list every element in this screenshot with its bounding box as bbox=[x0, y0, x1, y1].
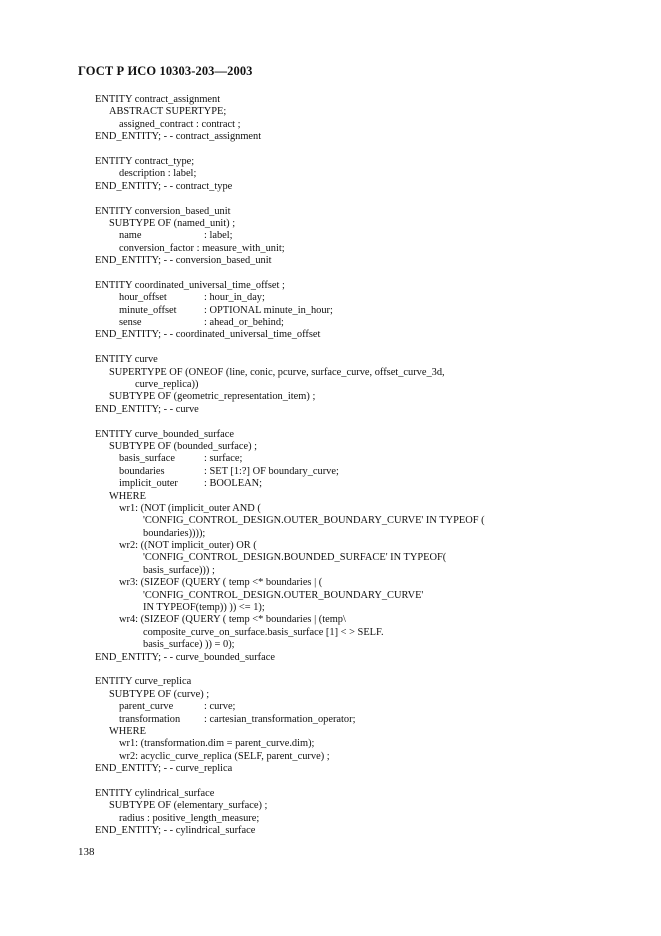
code-line-text: SUBTYPE OF (curve) ; bbox=[109, 688, 210, 700]
code-line-text: SUBTYPE OF (bounded_surface) ; bbox=[109, 440, 258, 452]
code-line-text: radius : positive_length_measure; bbox=[119, 812, 260, 824]
blank-line bbox=[95, 267, 615, 279]
code-line bbox=[95, 714, 615, 726]
code-line bbox=[95, 478, 615, 490]
code-line bbox=[95, 429, 615, 441]
code-line bbox=[95, 676, 615, 688]
code-line bbox=[95, 540, 615, 552]
code-line-text: sense bbox=[119, 317, 142, 329]
attribute-type: : OPTIONAL minute_in_hour; bbox=[204, 304, 333, 316]
code-line bbox=[95, 168, 615, 180]
code-line-text: 'CONFIG_CONTROL_DESIGN.OUTER_BOUNDARY_CURVE' IN TYPEOF ( bbox=[143, 515, 485, 527]
blank-line bbox=[95, 193, 615, 205]
code-line-text: END_ENTITY; - - contract_type bbox=[95, 180, 233, 192]
express-code-listing bbox=[95, 94, 615, 837]
code-line bbox=[95, 218, 615, 230]
code-line bbox=[95, 565, 615, 577]
code-line-text: ENTITY contract_assignment bbox=[95, 94, 221, 105]
attribute-type: : hour_in_day; bbox=[204, 292, 265, 304]
blank-line bbox=[95, 144, 615, 156]
code-line bbox=[95, 156, 615, 168]
code-line bbox=[95, 726, 615, 738]
blank-line bbox=[95, 416, 615, 428]
attribute-type: : ahead_or_behind; bbox=[204, 317, 284, 329]
code-line bbox=[95, 751, 615, 763]
code-line-text: ENTITY curve_replica bbox=[95, 676, 192, 688]
code-line bbox=[95, 515, 615, 527]
blank-line bbox=[95, 775, 615, 787]
code-line bbox=[95, 119, 615, 131]
blank-line bbox=[95, 664, 615, 676]
code-line bbox=[95, 391, 615, 403]
code-line-text: wr2: acyclic_curve_replica (SELF, parent_curve) ; bbox=[119, 750, 330, 762]
code-line bbox=[95, 788, 615, 800]
code-line-text: boundaries)))); bbox=[143, 527, 206, 539]
attribute-type: : label; bbox=[204, 230, 233, 242]
code-line bbox=[95, 317, 615, 329]
code-line bbox=[95, 627, 615, 639]
code-line-text: ABSTRACT SUPERTYPE; bbox=[109, 106, 227, 118]
code-line-text: WHERE bbox=[109, 725, 146, 737]
code-line-text: IN TYPEOF(temp)) )) <= 1); bbox=[143, 602, 265, 614]
page-number: 138 bbox=[78, 846, 95, 858]
code-line-text: SUBTYPE OF (named_unit) ; bbox=[109, 217, 236, 229]
code-line-text: conversion_factor : measure_with_unit; bbox=[119, 242, 285, 254]
code-line bbox=[95, 639, 615, 651]
code-line-text: basis_surface bbox=[119, 453, 175, 465]
code-line bbox=[95, 590, 615, 602]
code-line bbox=[95, 243, 615, 255]
code-line bbox=[95, 453, 615, 465]
code-line bbox=[95, 94, 615, 106]
code-line-text: parent_curve bbox=[119, 701, 174, 713]
code-line-text: ENTITY curve_bounded_surface bbox=[95, 428, 234, 440]
code-line-text: basis_surface) )) = 0); bbox=[143, 639, 235, 651]
code-line-text: SUBTYPE OF (geometric_representation_item) ; bbox=[109, 391, 316, 403]
code-line-text: END_ENTITY; - - curve bbox=[95, 403, 199, 415]
code-line-text: WHERE bbox=[109, 490, 146, 502]
code-line-text: SUPERTYPE OF (ONEOF (line, conic, pcurve, surface_curve, offset_curve_3d, bbox=[109, 366, 445, 378]
code-line bbox=[95, 738, 615, 750]
code-line bbox=[95, 825, 615, 837]
code-line bbox=[95, 491, 615, 503]
attribute-type: : SET [1:?] OF boundary_curve; bbox=[204, 465, 339, 477]
code-line bbox=[95, 652, 615, 664]
code-line-text: implicit_outer bbox=[119, 478, 178, 490]
code-line-text: ENTITY cylindrical_surface bbox=[95, 787, 215, 799]
code-line-text: wr1: (NOT (implicit_outer AND ( bbox=[119, 502, 261, 514]
document-header: ГОСТ Р ИСО 10303-203—2003 bbox=[78, 64, 253, 78]
code-line-text: wr3: (SIZEOF (QUERY ( temp <* boundaries | ( bbox=[119, 577, 323, 589]
code-line bbox=[95, 441, 615, 453]
code-line bbox=[95, 466, 615, 478]
attribute-type: : cartesian_transformation_operator; bbox=[204, 713, 356, 725]
code-line-text: composite_curve_on_surface.basis_surface [1] < > SELF. bbox=[143, 626, 384, 638]
code-line-text: ENTITY coordinated_universal_time_offset ; bbox=[95, 279, 285, 291]
code-line-text: 'CONFIG_CONTROL_DESIGN.BOUNDED_SURFACE' IN TYPEOF( bbox=[143, 552, 447, 564]
code-line bbox=[95, 379, 615, 391]
code-line-text: END_ENTITY; - - cylindrical_surface bbox=[95, 825, 256, 837]
code-line-text: 'CONFIG_CONTROL_DESIGN.OUTER_BOUNDARY_CURVE' bbox=[143, 589, 424, 601]
code-line-text: END_ENTITY; - - curve_bounded_surface bbox=[95, 651, 275, 663]
code-line bbox=[95, 404, 615, 416]
code-line bbox=[95, 602, 615, 614]
code-line-text: hour_offset bbox=[119, 292, 167, 304]
code-line bbox=[95, 577, 615, 589]
code-line-text: SUBTYPE OF (elementary_surface) ; bbox=[109, 800, 268, 812]
code-line bbox=[95, 181, 615, 193]
code-line bbox=[95, 206, 615, 218]
code-line bbox=[95, 305, 615, 317]
code-line bbox=[95, 528, 615, 540]
code-line-text: minute_offset bbox=[119, 304, 177, 316]
code-line bbox=[95, 230, 615, 242]
code-line-text: END_ENTITY; - - coordinated_universal_time_offset bbox=[95, 329, 321, 341]
attribute-type: : curve; bbox=[204, 701, 236, 713]
code-line bbox=[95, 131, 615, 143]
code-line bbox=[95, 280, 615, 292]
code-line-text: name bbox=[119, 230, 142, 242]
code-line bbox=[95, 354, 615, 366]
code-line-text: END_ENTITY; - - conversion_based_unit bbox=[95, 255, 272, 267]
code-line-text: ENTITY conversion_based_unit bbox=[95, 205, 231, 217]
code-line bbox=[95, 552, 615, 564]
attribute-type: : surface; bbox=[204, 453, 243, 465]
code-line-text: wr4: (SIZEOF (QUERY ( temp <* boundaries | (temp\ bbox=[119, 614, 346, 626]
code-line-text: curve_replica)) bbox=[135, 378, 199, 390]
code-line bbox=[95, 329, 615, 341]
code-line-text: ENTITY contract_type; bbox=[95, 155, 195, 167]
code-line-text: basis_surface))) ; bbox=[143, 564, 215, 576]
code-line-text: description : label; bbox=[119, 168, 197, 180]
code-line bbox=[95, 503, 615, 515]
attribute-type: : BOOLEAN; bbox=[204, 478, 263, 490]
code-line bbox=[95, 763, 615, 775]
code-line bbox=[95, 813, 615, 825]
code-line bbox=[95, 255, 615, 267]
code-line bbox=[95, 106, 615, 118]
code-line bbox=[95, 800, 615, 812]
code-line-text: boundaries bbox=[119, 465, 165, 477]
code-line bbox=[95, 367, 615, 379]
code-line-text: wr1: (transformation.dim = parent_curve.dim); bbox=[119, 738, 315, 750]
code-line bbox=[95, 614, 615, 626]
code-line bbox=[95, 689, 615, 701]
code-line-text: assigned_contract : contract ; bbox=[119, 118, 241, 130]
blank-line bbox=[95, 342, 615, 354]
code-line-text: ENTITY curve bbox=[95, 354, 158, 366]
code-line-text: END_ENTITY; - - curve_replica bbox=[95, 763, 233, 775]
code-line-text: transformation bbox=[119, 713, 181, 725]
code-line-text: END_ENTITY; - - contract_assignment bbox=[95, 131, 262, 143]
code-line bbox=[95, 701, 615, 713]
code-line bbox=[95, 292, 615, 304]
code-line-text: wr2: ((NOT implicit_outer) OR ( bbox=[119, 540, 257, 552]
